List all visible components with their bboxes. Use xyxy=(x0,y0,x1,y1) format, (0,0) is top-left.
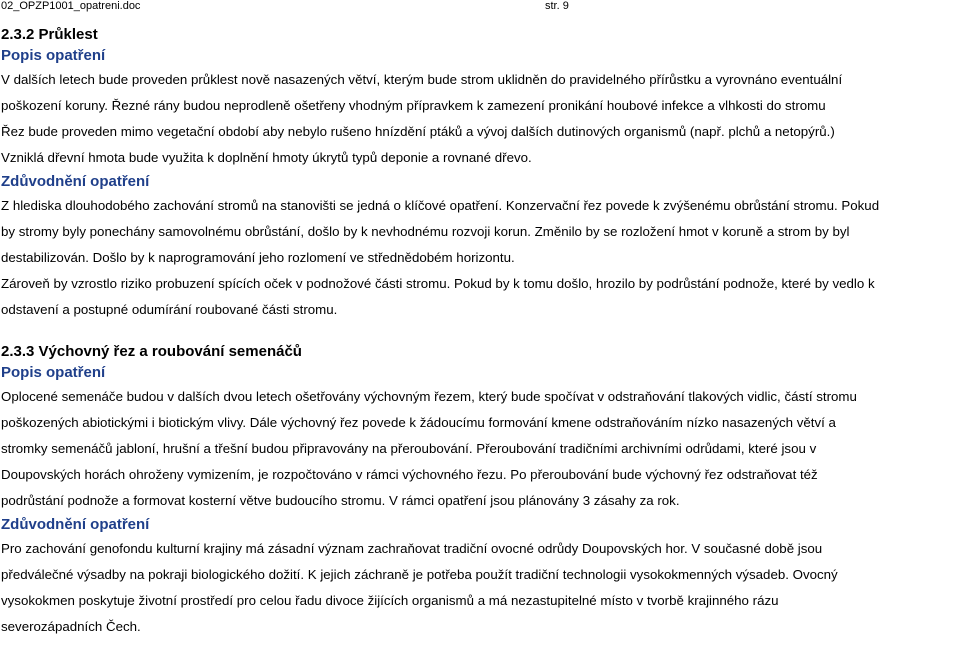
paragraph-line: poškozených abiotickými i biotickým vlivy. Dále výchovný řez povede k žádoucímu formování kmene odstraňováním nízko nasazených větví a xyxy=(1,415,836,430)
paragraph-line: vysokokmen poskytuje životní prostředí pro celou řadu divoce žijících organismů a má nezastupitelné místo v tvorbě krajinného rázu xyxy=(1,593,779,608)
paragraph-line: severozápadních Čech. xyxy=(1,619,141,634)
spacer xyxy=(1,323,957,342)
paragraph-line: destabilizován. Došlo by k naprogramování jeho rozlomení ve střednědobém horizontu. xyxy=(1,250,515,265)
paragraph-line: předválečné výsadby na pokraji biologického dožití. K jejich záchraně je potřeba použít tradiční technologii vysokokmenných výsadeb. Ovocný xyxy=(1,567,838,582)
paragraph-line: stromky semenáčů jabloní, hrušní a třešní budou připravovány na přeroubování. Přeroubování tradičními archivními odrůdami, které jsou v xyxy=(1,441,817,456)
document-filename: 02_OPZP1001_opatreni.doc xyxy=(1,0,141,12)
paragraph-line: Řez bude proveden mimo vegetační období aby nebylo rušeno hnízdění ptáků a vývoj dalších dutinových organismů (např. plchů a netopýrů.) xyxy=(1,124,835,139)
document-header xyxy=(0,0,960,14)
paragraph-line: Vzniklá dřevní hmota bude využita k doplnění hmoty úkrytů typů deponie a rovnané dřevo. xyxy=(1,150,532,165)
subsection-heading-popis: Popis opatření xyxy=(1,364,106,381)
subsection-heading-zduvodneni: Zdůvodnění opatření xyxy=(1,516,150,533)
paragraph-line: by stromy byly ponechány samovolnému obrůstání, došlo by k nevhodnému rozvoji korun. Změnilo by se rozložení hmot v koruně a strom by byl xyxy=(1,224,850,239)
paragraph-line: podrůstání podnože a formovat kosterní větve budoucího stromu. V rámci opatření jsou plánovány 3 zásahy za rok. xyxy=(1,493,680,508)
paragraph-line: V dalších letech bude proveden průklest nově nasazených větví, kterým bude strom uklidněn do pravidelného přírůstku a vyrovnáno eventuální xyxy=(1,72,843,87)
section-heading: 2.3.2 Průklest xyxy=(1,26,98,43)
paragraph-line: odstavení a postupné odumírání roubované části stromu. xyxy=(1,302,338,317)
paragraph-line: Pro zachování genofondu kulturní krajiny má zásadní význam zachraňovat tradiční ovocné odrůdy Doupovských hor. V současné době jsou xyxy=(1,541,823,556)
paragraph-line: Zároveň by vzrostlo riziko probuzení spících oček v podnožové části stromu. Pokud by k tomu došlo, hrozilo by podrůstání podnože, které by vedlo k xyxy=(1,276,875,291)
paragraph-line: Oplocené semenáče budou v dalších dvou letech ošetřovány výchovným řezem, který bude spočívat v odstraňování tlakových vidlic, částí stromu xyxy=(1,389,857,404)
paragraph-line: Z hlediska dlouhodobého zachování stromů na stanovišti se jedná o klíčové opatření. Konzervační řez povede k zvýšenému obrůstání stromu. Pokud xyxy=(1,198,880,213)
paragraph-line: poškození koruny. Řezné rány budou neprodleně ošetřeny vhodným přípravkem k zamezení pronikání houbové infekce a vlhkosti do stromu xyxy=(1,98,826,113)
document-body xyxy=(1,25,957,640)
subsection-heading-zduvodneni: Zdůvodnění opatření xyxy=(1,173,150,190)
page-number: str. 9 xyxy=(545,0,569,12)
section-heading: 2.3.3 Výchovný řez a roubování semenáčů xyxy=(1,343,302,360)
subsection-heading-popis: Popis opatření xyxy=(1,47,106,64)
paragraph-line: Doupovských horách ohroženy vymizením, je rozpočtováno v rámci výchovného řezu. Po přeroubování bude výchovný řez odstraňovat též xyxy=(1,467,818,482)
